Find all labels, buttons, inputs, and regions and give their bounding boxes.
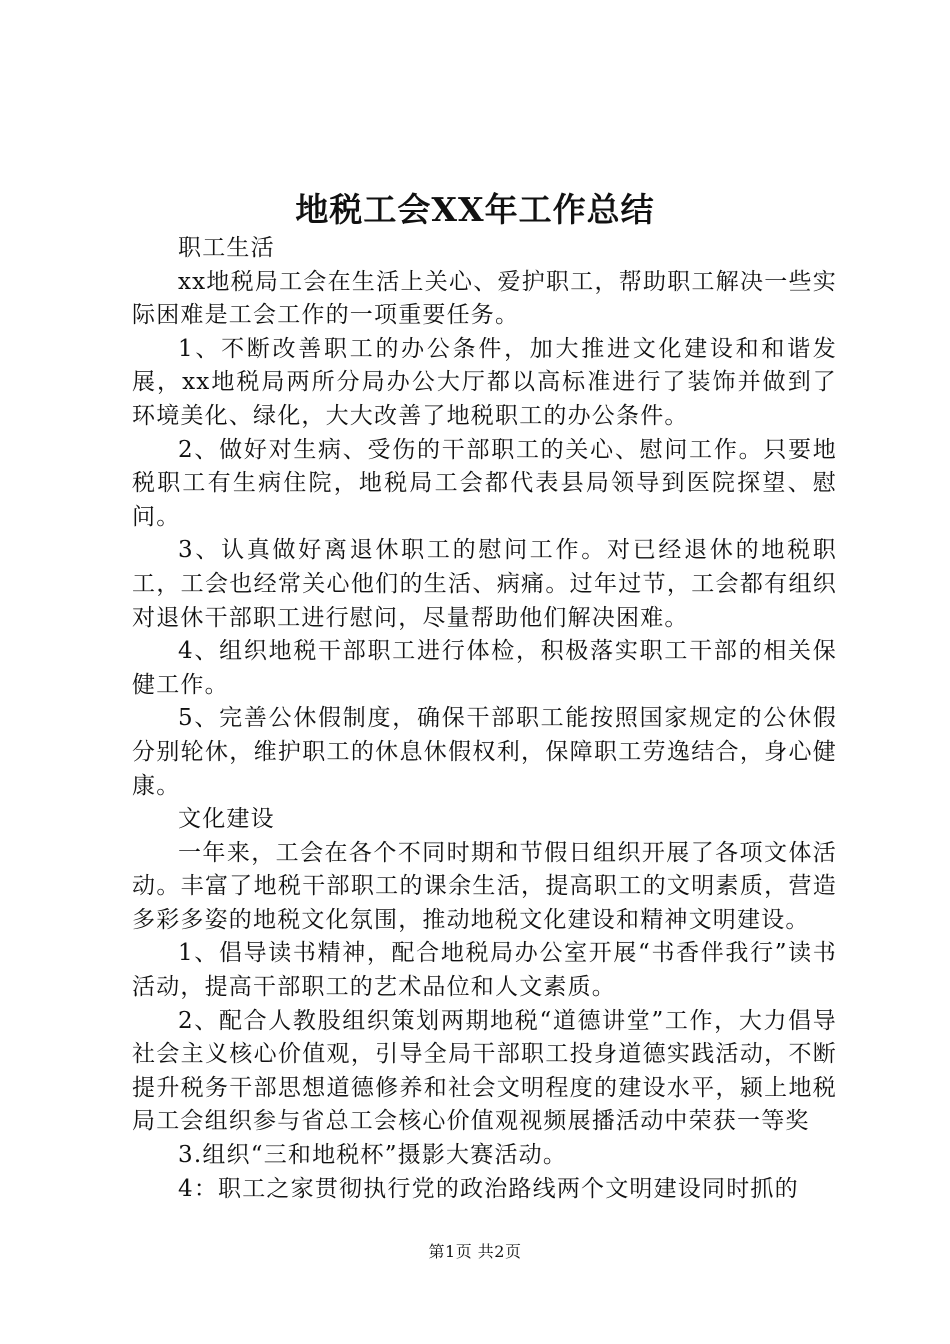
section-heading-staff-life: 职工生活 — [178, 235, 275, 261]
section-heading-culture: 文化建设 — [178, 806, 275, 833]
document-body — [132, 232, 837, 1206]
paragraph: 4、组织地税干部职工进行体检，积极落实职工干部的相关保健工作。 — [132, 638, 837, 698]
paragraph: 1、倡导读书精神，配合地税局办公室开展“书香伴我行”读书活动，提高干部职工的艺术品位和人文素质。 — [132, 940, 837, 1001]
paragraph: 2、做好对生病、受伤的干部职工的关心、慰问工作。只要地税职工有生病住院，地税局工会都代表县局领导到医院探望、慰问。 — [132, 436, 837, 530]
document-title: 地税工会XX年工作总结 — [295, 190, 655, 229]
paragraph: 2、配合人教股组织策划两期地税“道德讲堂”工作，大力倡导社会主义核心价值观，引导全局干部职工投身道德实践活动，不断提升税务干部思想道德修养和社会文明程度的建设水平，颍上地税局工会组织参与省总工会核心价值观视频展播活动中荣获一等奖 — [132, 1007, 837, 1135]
paragraph: 4：职工之家贯彻执行党的政治路线两个文明建设同时抓的 — [178, 1175, 799, 1202]
page-footer: 第1页 共2页 — [428, 1242, 522, 1261]
paragraph: 3、认真做好离退休职工的慰问工作。对已经退休的地税职工，工会也经常关心他们的生活、病痛。过年过节，工会都有组织对退休干部职工进行慰问，尽量帮助他们解决困难。 — [132, 537, 837, 631]
paragraph: 5、完善公休假制度，确保干部职工能按照国家规定的公休假分别轮休，维护职工的休息休假权利，保障职工劳逸结合，身心健康。 — [132, 705, 837, 799]
paragraph: 一年来，工会在各个不同时期和节假日组织开展了各项文体活动。丰富了地税干部职工的课余生活，提高职工的文明素质，营造多彩多姿的地税文化氛围，推动地税文化建设和精神文明建设。 — [132, 839, 837, 933]
paragraph: 3.组织“三和地税杯”摄影大赛活动。 — [178, 1142, 568, 1169]
paragraph: xx地税局工会在生活上关心、爱护职工，帮助职工解决一些实际困难是工会工作的一项重要任务。 — [132, 268, 837, 329]
paragraph: 1、不断改善职工的办公条件，加大推进文化建设和和谐发展，xx地税局两所分局办公大厅都以高标准进行了装饰并做到了环境美化、绿化，大大改善了地税职工的办公条件。 — [132, 335, 837, 429]
